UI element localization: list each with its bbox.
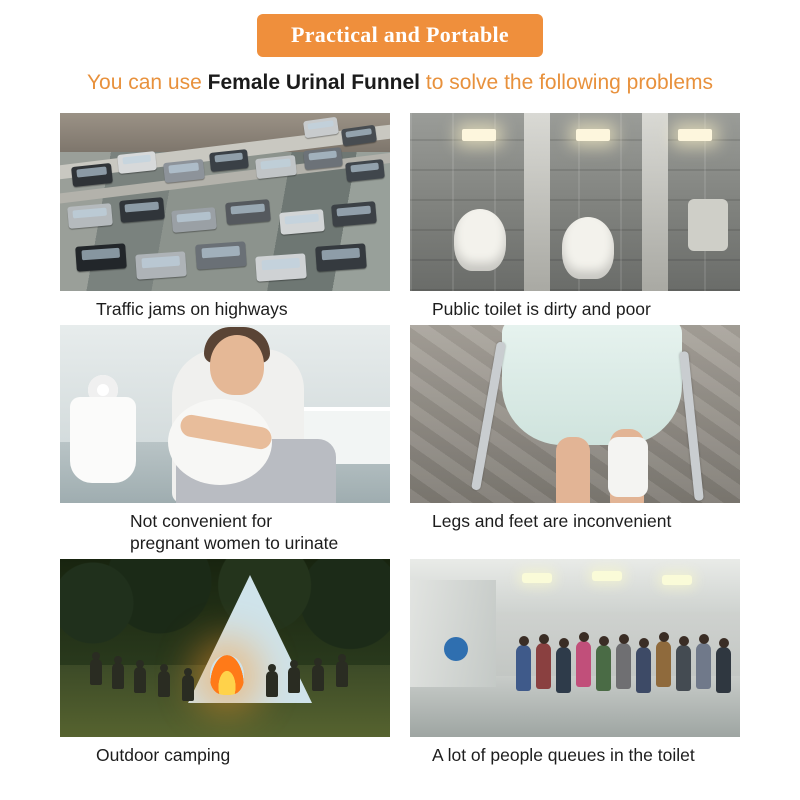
page-title: Practical and Portable bbox=[257, 14, 543, 57]
ceiling-light-1 bbox=[522, 573, 552, 583]
restroom-sign-icon bbox=[444, 637, 468, 661]
ceiling-lamp-1 bbox=[462, 129, 496, 141]
caption-people-queues: A lot of people queues in the toilet bbox=[432, 744, 695, 765]
pregnant-woman-image bbox=[60, 325, 390, 503]
caption-pregnant-women-line2: pregnant women to urinate bbox=[130, 532, 339, 553]
grid-item-public-toilet bbox=[410, 113, 740, 321]
caption-pregnant-women-line1: Not convenient for bbox=[130, 510, 273, 531]
problem-grid bbox=[60, 113, 740, 767]
caption-traffic-jams: Traffic jams on highways bbox=[96, 299, 288, 319]
ceiling-lamp-3 bbox=[678, 129, 712, 141]
subtitle bbox=[0, 71, 800, 95]
caption-legs-and-feet: Legs and feet are inconvenient bbox=[432, 510, 672, 531]
grid-item-pregnant-women bbox=[60, 325, 390, 555]
stall-divider-left bbox=[524, 113, 550, 291]
grid-item-outdoor-camping bbox=[60, 559, 390, 767]
caption-public-toilet: Public toilet is dirty and poor bbox=[432, 299, 651, 319]
grid-item-traffic-jams bbox=[60, 113, 390, 321]
skirt bbox=[502, 325, 682, 445]
campfire bbox=[210, 655, 244, 695]
hand-dryer bbox=[688, 199, 728, 251]
urinal-2 bbox=[562, 217, 614, 279]
camping-image bbox=[60, 559, 390, 737]
caption-outdoor-camping: Outdoor camping bbox=[96, 744, 231, 765]
caption-pregnant-women bbox=[130, 511, 338, 555]
crutches-image bbox=[410, 325, 740, 503]
banner-container bbox=[0, 0, 800, 57]
traffic-jam-image bbox=[60, 113, 390, 291]
grid-item-legs-and-feet bbox=[410, 325, 740, 555]
toilet-queue-image bbox=[410, 559, 740, 737]
public-toilet-image bbox=[410, 113, 740, 291]
urinal-1 bbox=[454, 209, 506, 271]
leg-left bbox=[556, 437, 590, 503]
grid-item-people-queues bbox=[410, 559, 740, 767]
toilet-bowl bbox=[70, 397, 136, 483]
ceiling-light-2 bbox=[592, 571, 622, 581]
subtitle-after: to solve the following problems bbox=[420, 71, 714, 94]
stall-divider-right bbox=[642, 113, 668, 291]
woman-head bbox=[210, 335, 264, 395]
leg-cast bbox=[608, 437, 648, 497]
corridor-wall bbox=[410, 580, 496, 687]
ceiling-light-3 bbox=[662, 575, 692, 585]
ceiling-lamp-2 bbox=[576, 129, 610, 141]
subtitle-highlight: Female Urinal Funnel bbox=[207, 71, 421, 94]
subtitle-before: You can use bbox=[86, 71, 208, 94]
